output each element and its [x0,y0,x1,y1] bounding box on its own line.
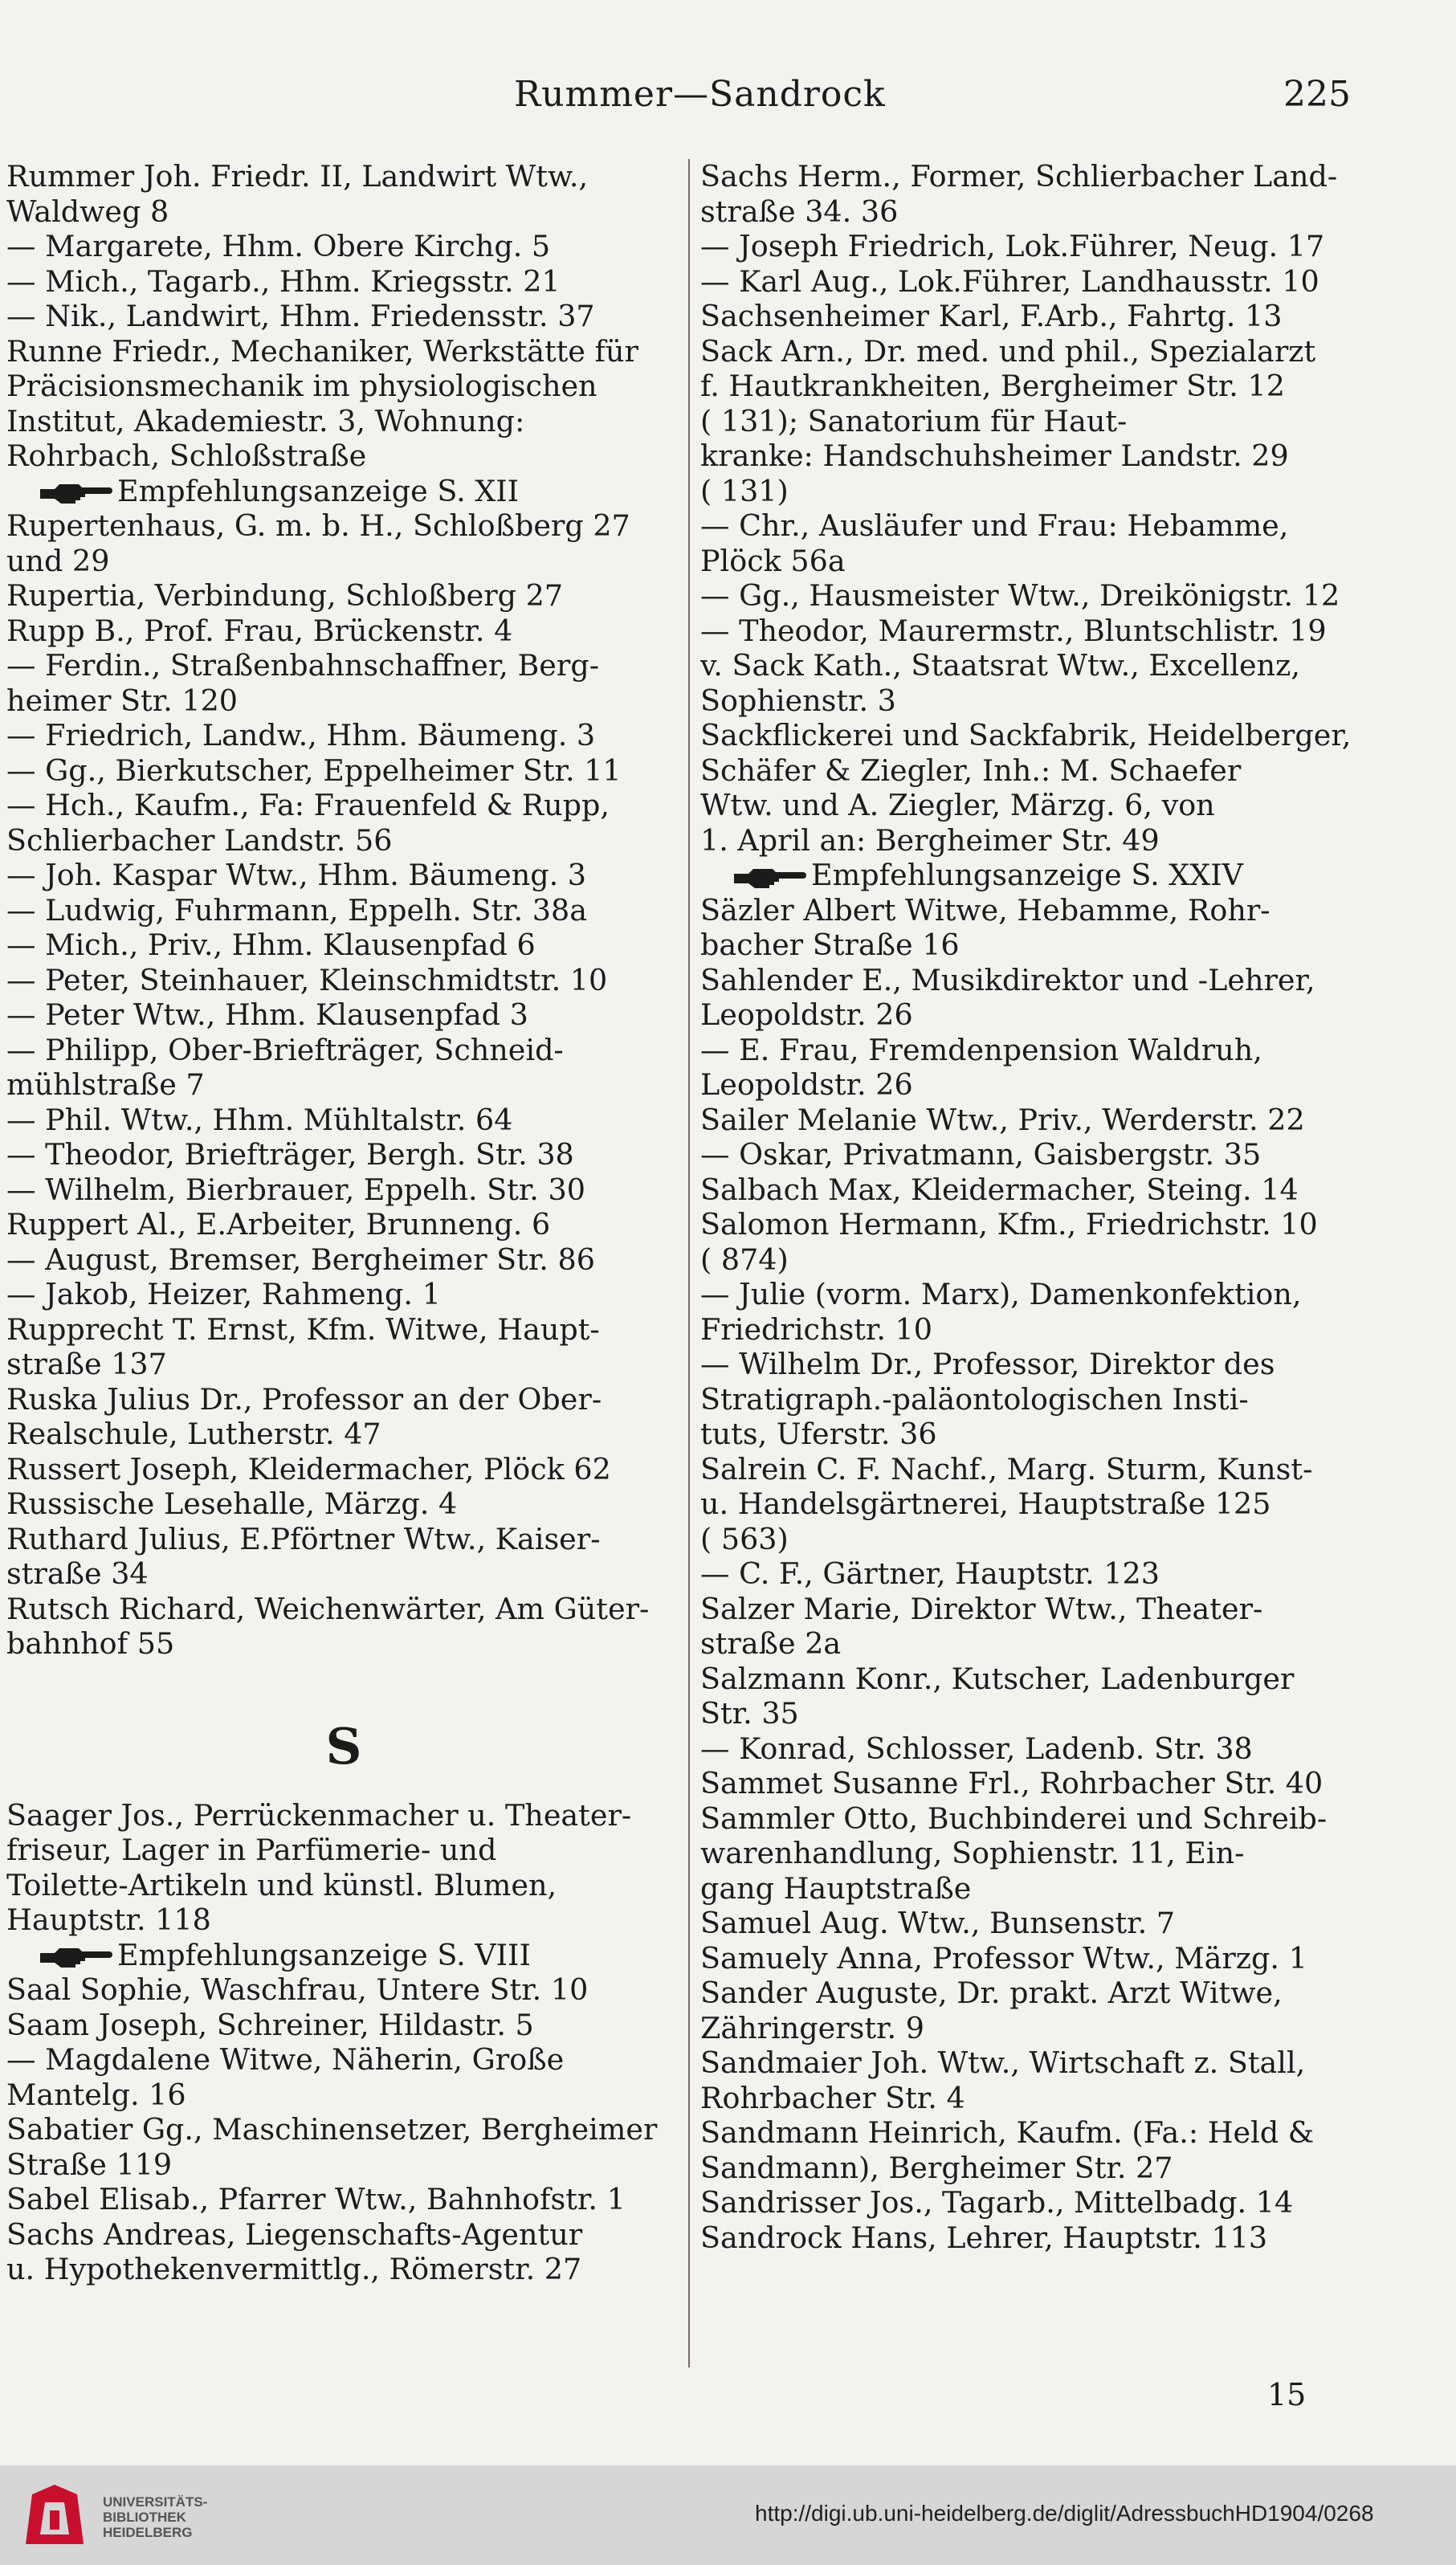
directory-entry [700,614,1372,649]
directory-entry [6,578,681,614]
directory-entry [6,1277,681,1312]
directory-entry [6,753,681,789]
entry-line: mühlstraße 7 [6,1067,205,1102]
entry-line: Stratigraph.-paläontologischen Insti- [700,1381,1249,1417]
entry-line: u. Handelsgärtnerei, Hauptstraße 125 [700,1486,1271,1521]
viewer-footer [0,2465,1456,2565]
entry-line: — E. Frau, Fremdenpension Waldruh, [700,1032,1262,1067]
entry-line: — Ludwig, Fuhrmann, Eppelh. Str. 38a [6,892,587,928]
entry-line: Waldweg 8 [6,194,169,229]
entry-line: Rupp B., Prof. Frau, Brückenstr. 4 [6,613,513,648]
entry-line: gang Hauptstraße [700,1870,972,1906]
directory-entry [6,788,681,858]
page-number: 225 [1283,74,1351,115]
entry-line: ( 563) [700,1521,789,1556]
directory-entry [6,299,681,334]
entry-line: Rohrbach, Schloßstraße [6,438,367,473]
entry-line: ( 131) [700,473,789,508]
directory-entry [6,2217,681,2287]
directory-entry [6,1137,681,1172]
entry-line: Rupertenhaus, G. m. b. H., Schloßberg 27 [6,508,630,543]
entry-line: — Gg., Hausmeister Wtw., Dreikönigstr. 12 [700,578,1340,613]
directory-entry [700,1906,1372,1941]
entry-line: Friedrichstr. 10 [700,1311,932,1347]
entry-line: Str. 35 [700,1696,799,1731]
directory-entry [6,928,681,963]
entry-line: Institut, Akademiestr. 3, Wohnung: [6,403,525,438]
directory-entry [6,1242,681,1278]
entry-line: — Chr., Ausläufer und Frau: Hebamme, [700,508,1289,543]
entry-line: — Jakob, Heizer, Rahmeng. 1 [6,1277,441,1311]
entry-line: straße 2a [700,1626,842,1661]
entry-line: Leopoldstr. 26 [700,1067,913,1102]
directory-entry [700,1731,1372,1767]
directory-entry [700,2220,1372,2256]
entry-line: v. Sack Kath., Staatsrat Wtw., Excellenz, [700,648,1300,683]
entry-line: — Ferdin., Straßenbahnschaffner, Berg- [6,648,600,683]
directory-entry [6,264,681,300]
entry-line: warenhandlung, Sophienstr. 11, Ein- [700,1836,1245,1870]
entry-line: und 29 [6,543,110,578]
entry-line: Samuel Aug. Wtw., Bunsenstr. 7 [700,1906,1176,1940]
entry-line: friseur, Lager in Parfümerie- und [6,1833,497,1867]
entry-line: Rohrbacher Str. 4 [700,2080,965,2115]
entry-line: — Oskar, Privatmann, Gaisbergstr. 35 [700,1137,1262,1172]
directory-entry [700,1347,1372,1452]
entry-line: Leopoldstr. 26 [700,997,913,1032]
directory-entry [6,508,681,578]
directory-entry [700,2185,1372,2220]
directory-entry [700,1137,1372,1172]
entry-line: f. Hautkrankheiten, Bergheimer Str. 12 [700,369,1285,403]
left-column [6,159,681,2287]
entry-line: — Mich., Priv., Hhm. Klausenpfad 6 [6,928,536,962]
entry-line: Mantelg. 16 [6,2077,186,2112]
directory-entry [6,334,681,474]
directory-entry [6,159,681,229]
directory-entry [700,858,1372,893]
entry-line: Sahlender E., Musikdirektor und -Lehrer, [700,962,1315,997]
directory-entry [6,893,681,928]
directory-entry [700,893,1372,963]
entry-line: heimer Str. 120 [6,683,239,718]
entry-line: straße 137 [6,1347,167,1381]
column-divider [688,159,690,2367]
directory-entry [700,508,1372,578]
entry-line: bacher Straße 16 [700,928,960,962]
entry-line: — Mich., Tagarb., Hhm. Kriegsstr. 21 [6,263,561,299]
directory-entry [700,1662,1372,1731]
entry-line: Runne Friedr., Mechaniker, Werkstätte für [6,333,638,369]
entry-line: Empfehlungsanzeige S. XII [117,473,520,508]
directory-entry [700,1556,1372,1592]
directory-entry [700,578,1372,614]
entry-line: Salomon Hermann, Kfm., Friedrichstr. 10 [700,1207,1318,1242]
entry-line: — Gg., Bierkutscher, Eppelheimer Str. 11 [6,752,622,788]
entry-line: 1. April an: Bergheimer Str. 49 [700,822,1160,858]
signature-number: 15 [1267,2377,1307,2412]
directory-entry [6,2182,681,2217]
entry-line: — Phil. Wtw., Hhm. Mühltalstr. 64 [6,1102,513,1137]
entry-line: Saal Sophie, Waschfrau, Untere Str. 10 [6,1972,589,2007]
directory-entry [700,648,1372,718]
entry-line: Toilette-Artikeln und künstl. Blumen, [6,1867,557,1902]
directory-entry [700,2115,1372,2185]
entry-line: — Philipp, Ober-Briefträger, Schneid- [6,1032,564,1067]
directory-entry [6,1592,681,1662]
entry-line: u. Hypothekenvermittlg., Römerstr. 27 [6,2252,582,2286]
entry-line: Sachsenheimer Karl, F.Arb., Fahrtg. 13 [700,299,1283,333]
entry-line: ( 131); Sanatorium für Haut- [700,403,1128,438]
entry-line: Sachs Herm., Former, Schlierbacher Land- [700,159,1338,194]
page-header [0,74,1456,122]
university-seal-icon [18,2481,92,2549]
directory-entry [6,1033,681,1103]
directory-entry [6,963,681,998]
entry-line: Hauptstr. 118 [6,1902,211,1937]
entry-line: — C. F., Gärtner, Hauptstr. 123 [700,1556,1160,1591]
directory-entry [700,1976,1372,2045]
directory-entry [700,963,1372,1033]
entry-line: Ruska Julius Dr., Professor an der Ober- [6,1381,602,1417]
entry-line: — Friedrich, Landw., Hhm. Bäumeng. 3 [6,718,596,752]
entry-line: — Peter, Steinhauer, Kleinschmidtstr. 10 [6,962,608,997]
entry-line: Realschule, Lutherstr. 47 [6,1417,381,1451]
directory-entry [700,299,1372,334]
directory-entry [700,1033,1372,1103]
section-letter: S [325,1716,362,1776]
entry-line: — Wilhelm, Bierbrauer, Eppelh. Str. 30 [6,1172,585,1207]
directory-entry [700,1766,1372,1801]
entry-line: — Joh. Kaspar Wtw., Hhm. Bäumeng. 3 [6,858,587,892]
directory-entry [700,1941,1372,1976]
entry-line: kranke: Handschuhsheimer Landstr. 29 [700,438,1289,473]
directory-entry [700,1103,1372,1138]
entry-line: Samuely Anna, Professor Wtw., Märzg. 1 [700,1940,1307,1976]
left-entries-r [6,159,681,1662]
running-title: Rummer—Sandrock [514,74,886,115]
entry-line: Schäfer & Ziegler, Inh.: M. Schaefer [700,752,1242,788]
entry-line: — Margarete, Hhm. Obere Kirchg. 5 [6,229,551,263]
entry-line: Sandmaier Joh. Wtw., Wirtschaft z. Stall, [700,2045,1306,2080]
directory-entry [700,1452,1372,1557]
directory-entry [700,1207,1372,1277]
directory-entry [700,1277,1372,1347]
entry-line: Schlierbacher Landstr. 56 [6,822,393,858]
entry-line: Saam Joseph, Schreiner, Hildastr. 5 [6,2007,534,2042]
pointing-hand-icon [39,1945,112,1969]
entry-line: — Theodor, Maurermstr., Bluntschlistr. 19 [700,613,1327,648]
directory-entry [6,718,681,753]
entry-line: — Joseph Friedrich, Lok.Führer, Neug. 17 [700,229,1325,263]
directory-entry [6,997,681,1033]
directory-entry [700,2045,1372,2115]
entry-line: Sophienstr. 3 [700,683,896,718]
entry-line: Salrein C. F. Nachf., Marg. Sturm, Kunst- [700,1451,1313,1486]
entry-line: Sachs Andreas, Liegenschafts-Agentur [6,2216,583,2252]
entry-line: straße 34 [6,1556,149,1591]
directory-entry [6,1312,681,1382]
entry-line: — Karl Aug., Lok.Führer, Landhausstr. 10 [700,263,1319,299]
directory-entry [700,159,1372,229]
entry-line: straße 34. 36 [700,194,899,229]
entry-line: Sackflickerei und Sackfabrik, Heidelberger, [700,718,1352,752]
directory-entry [6,1972,681,2008]
entry-line: — Hch., Kaufm., Fa: Frauenfeld & Rupp, [6,788,610,822]
left-entries-s [6,1798,681,2287]
entry-line: Ruthard Julius, E.Pförtner Wtw., Kaiser- [6,1521,601,1556]
permalink-url[interactable]: http://digi.ub.uni-heidelberg.de/diglit/AdressbuchHD1904/0268 [755,2501,1374,2526]
directory-entry [6,474,681,509]
entry-line: — Peter Wtw., Hhm. Klausenpfad 3 [6,997,528,1032]
entry-line: Sandrock Hans, Lehrer, Hauptstr. 113 [700,2220,1268,2255]
directory-entry [700,1801,1372,1906]
directory-entry [6,2112,681,2182]
pointing-hand-icon [732,866,806,890]
directory-entry [6,1798,681,1938]
entry-line: Rummer Joh. Friedr. II, Landwirt Wtw., [6,159,589,194]
directory-entry [6,2008,681,2043]
directory-entry [6,1452,681,1487]
entry-line: Empfehlungsanzeige S. XXIV [811,858,1244,892]
entry-line: Rupprecht T. Ernst, Kfm. Witwe, Haupt- [6,1311,600,1347]
entry-line: Salzmann Konr., Kutscher, Ladenburger [700,1661,1295,1696]
directory-entry [6,1486,681,1522]
library-name: UNIVERSITÄTS- BIBLIOTHEK HEIDELBERG [103,2494,208,2540]
entry-line: Ruppert Al., E.Arbeiter, Brunneng. 6 [6,1207,551,1242]
entry-line: bahnhof 55 [6,1626,175,1661]
entry-line: — Magdalene Witwe, Näherin, Große [6,2042,565,2077]
directory-entry [700,229,1372,264]
entry-line: Sack Arn., Dr. med. und phil., Spezialarzt [700,333,1316,369]
directory-entry [6,858,681,893]
entry-line: — Wilhelm Dr., Professor, Direktor des [700,1347,1275,1381]
entry-line: Saager Jos., Perrückenmacher u. Theater- [6,1797,632,1833]
entry-line: Sandmann), Bergheimer Str. 27 [700,2150,1173,2185]
entry-line: — Theodor, Briefträger, Bergh. Str. 38 [6,1137,574,1172]
entry-line: Salzer Marie, Direktor Wtw., Theater- [700,1591,1263,1626]
entry-line: Zähringerstr. 9 [700,2010,924,2045]
entry-line: Sander Auguste, Dr. prakt. Arzt Witwe, [700,1976,1283,2010]
entry-line: Sandmann Heinrich, Kaufm. (Fa.: Held & [700,2115,1315,2150]
directory-entry [700,1172,1372,1208]
entry-line: Russische Lesehalle, Märzg. 4 [6,1486,458,1521]
entry-line: Sabel Elisab., Pfarrer Wtw., Bahnhofstr. 1 [6,2182,626,2216]
entry-line: — Nik., Landwirt, Hhm. Friedensstr. 37 [6,299,595,333]
directory-entry [6,1382,681,1452]
directory-entry [6,229,681,264]
directory-entry [700,718,1372,858]
entry-line: Wtw. und A. Ziegler, Märzg. 6, von [700,788,1215,822]
directory-entry [6,1522,681,1592]
entry-line: Sandrisser Jos., Tagarb., Mittelbadg. 14 [700,2185,1294,2220]
pointing-hand-icon [39,481,112,505]
directory-entry [700,334,1372,509]
entry-line: Straße 119 [6,2147,173,2182]
entry-line: Rutsch Richard, Weichenwärter, Am Güter- [6,1591,650,1626]
entry-line: Säzler Albert Witwe, Hebamme, Rohr- [700,892,1270,928]
entry-line: Russert Joseph, Kleidermacher, Plöck 62 [6,1451,611,1486]
entry-line: ( 874) [700,1242,789,1277]
entry-line: — Konrad, Schlosser, Ladenb. Str. 38 [700,1731,1253,1766]
entry-line: Sammet Susanne Frl., Rohrbacher Str. 40 [700,1766,1323,1800]
entry-line: Präcisionsmechanik im physiologischen [6,369,597,403]
entry-line: — Julie (vorm. Marx), Damenkonfektion, [700,1277,1302,1311]
right-column [700,159,1372,2255]
entry-line: Plöck 56a [700,543,846,578]
entry-line: — August, Bremser, Bergheimer Str. 86 [6,1242,595,1277]
entry-line: Rupertia, Verbindung, Schloßberg 27 [6,578,564,613]
directory-entry [700,264,1372,300]
entry-line: Empfehlungsanzeige S. VIII [117,1937,531,1972]
entry-line: tuts, Uferstr. 36 [700,1417,937,1451]
entry-line: Sabatier Gg., Maschinensetzer, Bergheimer [6,2112,658,2147]
entry-line: Sailer Melanie Wtw., Priv., Werderstr. 22 [700,1102,1305,1137]
directory-entry [6,1172,681,1208]
directory-entry [6,1938,681,1973]
directory-entry [700,1592,1372,1662]
directory-entry [6,2042,681,2112]
directory-entry [6,1103,681,1138]
entry-line: Sammler Otto, Buchbinderei und Schreib- [700,1800,1328,1836]
directory-entry [6,1207,681,1242]
directory-entry [6,648,681,718]
right-entries [700,159,1372,2255]
directory-entry [6,614,681,649]
entry-line: Salbach Max, Kleidermacher, Steing. 14 [700,1172,1299,1207]
